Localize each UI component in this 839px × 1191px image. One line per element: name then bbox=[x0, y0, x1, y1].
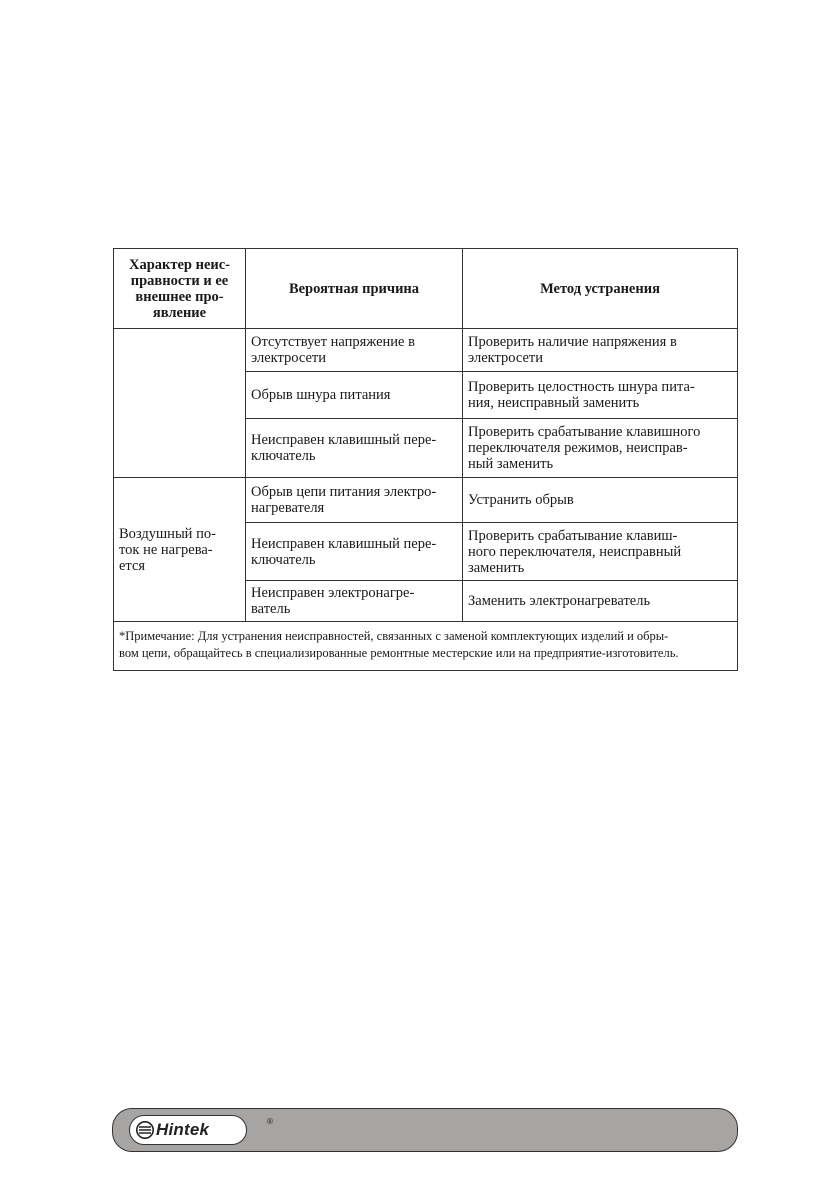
fix-cell: Проверить наличие напряжения в электросети bbox=[463, 329, 738, 372]
footer-bar bbox=[112, 1108, 738, 1152]
fix-cell: Заменить электронагреватель bbox=[463, 581, 738, 622]
fix-cell: Проверить срабатывание клавишного переключателя режимов, неисправ- ный заменить bbox=[463, 419, 738, 478]
table-header-row bbox=[114, 249, 738, 329]
header-symptom: Характер неис- правности и ее внешнее про- явление bbox=[114, 249, 246, 329]
table-row bbox=[114, 329, 738, 372]
cause-cell: Отсутствует напряжение в электросети bbox=[246, 329, 463, 372]
fix-cell: Проверить срабатывание клавиш- ного переключателя, неисправный заменить bbox=[463, 523, 738, 581]
table-note: *Примечание: Для устранения неисправностей, связанных с заменой комплектующих изделий и обры- вом цепи, обращайтесь в специализированные ремонтные местерские или на предприятие-изготовитель. bbox=[114, 622, 738, 671]
header-fix: Метод устранения bbox=[463, 249, 738, 329]
cause-cell: Неисправен клавишный пере- ключатель bbox=[246, 419, 463, 478]
table-note-row bbox=[114, 622, 738, 671]
cause-cell: Неисправен клавишный пере- ключатель bbox=[246, 523, 463, 581]
brand-name: Hintek bbox=[156, 1120, 210, 1139]
table-row bbox=[114, 478, 738, 523]
brand-logo bbox=[129, 1115, 273, 1145]
registered-mark: ® bbox=[267, 1117, 273, 1126]
fix-cell: Проверить целостность шнура пита- ния, неисправный заменить bbox=[463, 372, 738, 419]
troubleshooting-table bbox=[113, 248, 738, 671]
cause-cell: Обрыв цепи питания электро- нагревателя bbox=[246, 478, 463, 523]
cause-cell: Неисправен электронагре- ватель bbox=[246, 581, 463, 622]
cause-cell: Обрыв шнура питания bbox=[246, 372, 463, 419]
fix-cell: Устранить обрыв bbox=[463, 478, 738, 523]
symptom-cell-empty bbox=[114, 329, 246, 478]
brand-logo-icon bbox=[136, 1121, 154, 1139]
header-cause: Вероятная причина bbox=[246, 249, 463, 329]
symptom-cell: Воздушный по- ток не нагрева- ется bbox=[114, 478, 246, 622]
